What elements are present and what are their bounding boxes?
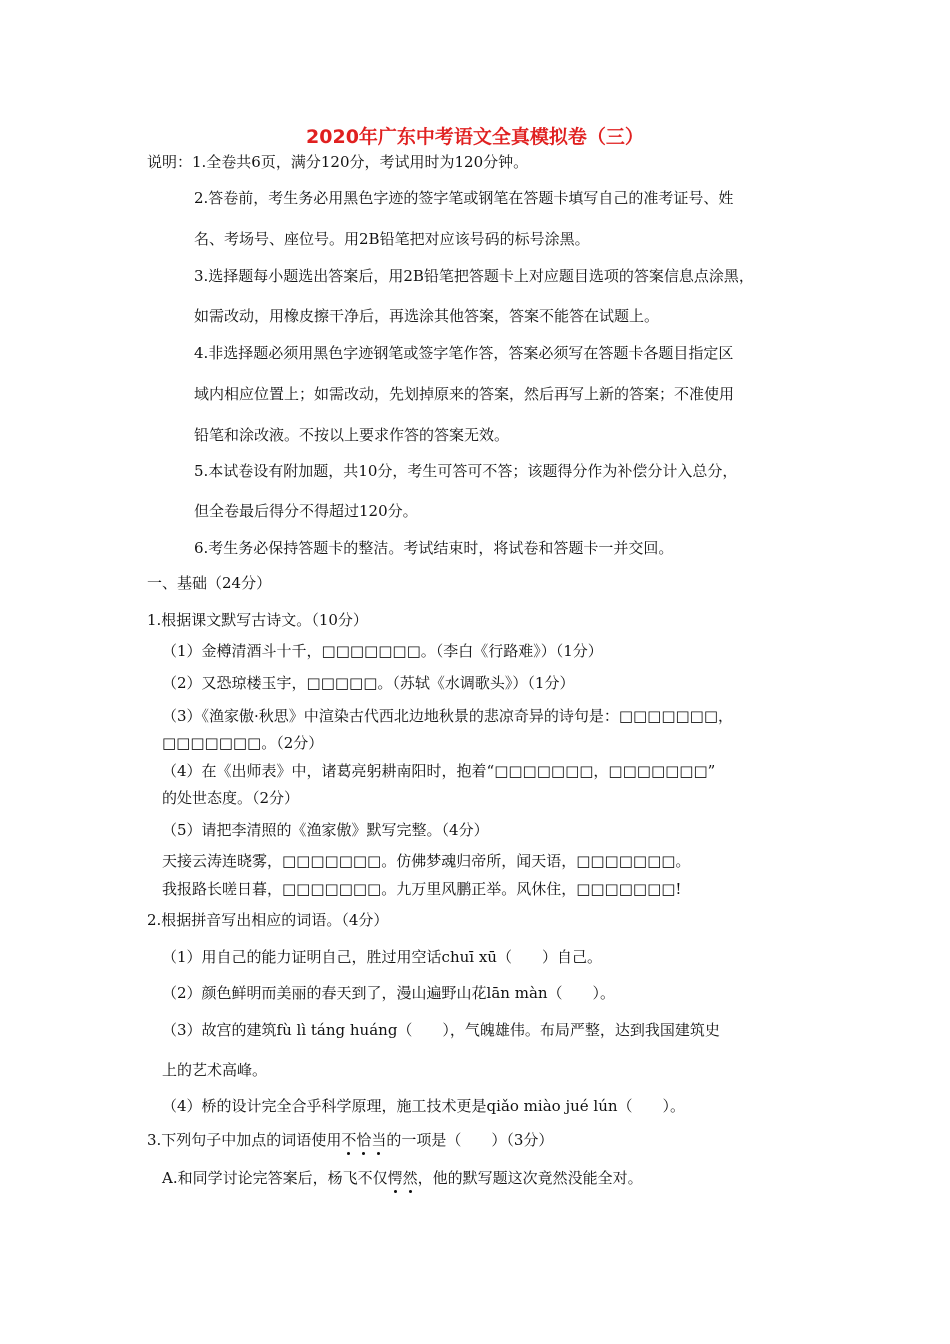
emphasis-char: 当 [371,1131,387,1149]
question-item: （5）请把李清照的《渔家傲》默写完整。（4分） [162,821,489,839]
instruction-line: 但全卷最后得分不得超过120分。 [194,502,418,520]
option-text: ，他的默写题这次竟然没能全对。 [417,1169,643,1187]
question-item: （2）又恐琼楼玉宇，□□□□□。（苏轼《水调歌头》）（1分） [162,674,575,692]
emphasis-char: 不 [341,1131,357,1149]
question-item: 的处世态度。（2分） [162,789,300,807]
question-stem: 1.根据课文默写古诗文。（10分） [147,611,368,629]
exam-title: 2020年广东中考语文全真模拟卷（三） [306,126,644,148]
answer-option-a [162,1168,643,1188]
stem-text: 3.下列句子中加点的词语使用 [147,1131,342,1149]
question-item: （1）用自己的能力证明自己，胜过用空话chuī xū（ ）自己。 [162,948,602,966]
poem-line: 天接云涛连晓雾，□□□□□□□。仿佛梦魂归帝所，闻天语，□□□□□□□。 [162,852,691,870]
emphasis-char: 愕 [387,1169,403,1187]
question-item: 上的艺术高峰。 [162,1061,268,1079]
stem-text: 的一项是（ ）（3分） [386,1131,554,1149]
question-item: □□□□□□□。（2分） [162,734,324,752]
question-item: （1）金樽清酒斗十千，□□□□□□□。（李白《行路难》）（1分） [162,642,603,660]
instruction-line: 5.本试卷设有附加题，共10分，考生可答可不答；该题得分作为补偿分计入总分， [194,462,738,480]
question-item: （4）在《出师表》中，诸葛亮躬耕南阳时，抱着“□□□□□□□，□□□□□□□” [162,762,716,780]
poem-line: 我报路长嗟日暮，□□□□□□□。九万里风鹏正举。风休住，□□□□□□□! [162,880,682,898]
question-item: （3）《渔家傲·秋思》中渲染古代西北边地秋景的悲凉奇异的诗句是：□□□□□□□， [162,707,734,725]
question-stem [147,1130,553,1150]
section-heading: 一、基础（24分） [147,574,272,592]
instruction-line: 如需改动，用橡皮擦干净后，再选涂其他答案，答案不能答在试题上。 [194,307,660,325]
instruction-line: 说明：1.全卷共6页，满分120分，考试用时为120分钟。 [147,153,529,171]
instruction-line: 铅笔和涂改液。不按以上要求作答的答案无效。 [194,426,510,444]
question-item: （2）颜色鲜明而美丽的春天到了，漫山遍野山花lān màn（ ）。 [162,984,616,1002]
emphasis-char: 恰 [356,1131,372,1149]
instruction-line: 名、考场号、座位号。用2B铅笔把对应该号码的标号涂黑。 [194,230,590,248]
instruction-line: 6.考生务必保持答题卡的整洁。考试结束时，将试卷和答题卡一并交回。 [194,539,674,557]
instruction-line: 域内相应位置上；如需改动，先划掉原来的答案，然后再写上新的答案；不准使用 [194,385,735,403]
question-item: （3）故宫的建筑fù lì táng huáng（ ），气魄雄伟。布局严整，达到我国建筑史 [162,1021,720,1039]
option-text: A.和同学讨论完答案后，杨飞不仅 [162,1169,388,1187]
instruction-line: 2.答卷前，考生务必用黑色字迹的签字笔或钢笔在答题卡填写自己的准考证号、姓 [194,189,734,207]
emphasis-char: 然 [402,1169,418,1187]
instruction-line: 4.非选择题必须用黑色字迹钢笔或签字笔作答，答案必须写在答题卡各题目指定区 [194,344,734,362]
question-stem: 2.根据拼音写出相应的词语。（4分） [147,911,389,929]
instruction-line: 3.选择题每小题选出答案后，用2B铅笔把答题卡上对应题目选项的答案信息点涂黑， [194,267,754,285]
question-item: （4）桥的设计完全合乎科学原理，施工技术更是qiǎo miào jué lún（ ）。 [162,1097,686,1115]
